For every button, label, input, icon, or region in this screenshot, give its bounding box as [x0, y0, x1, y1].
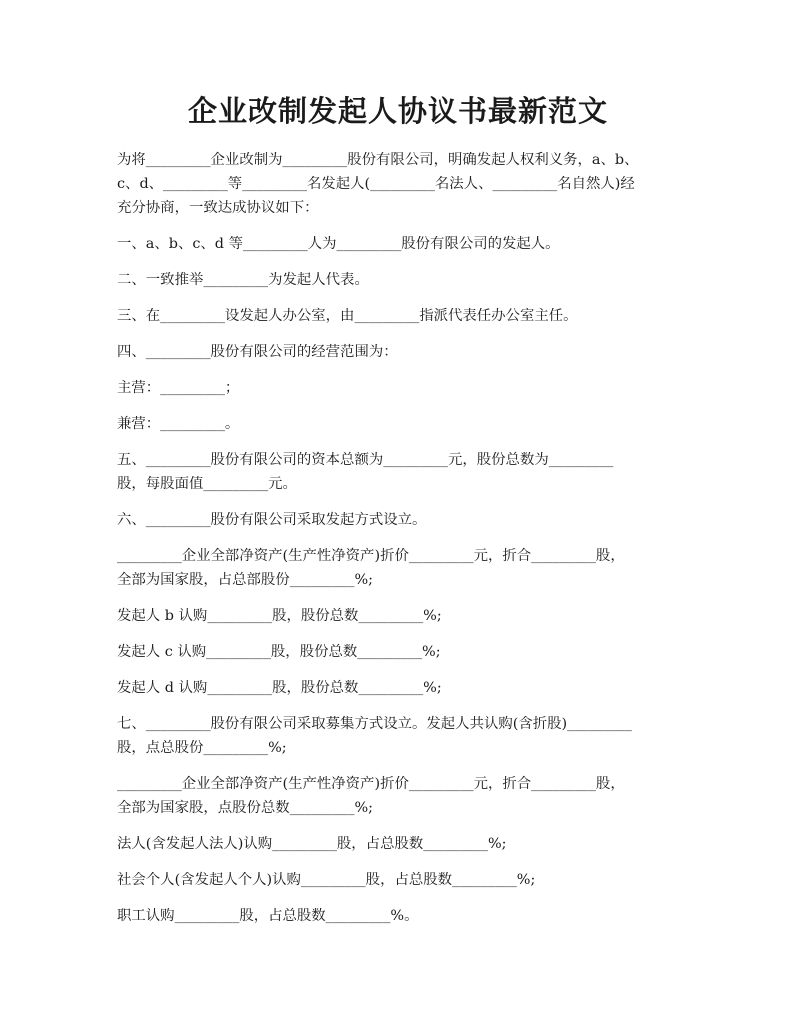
- employee-subscription: [117, 904, 683, 928]
- clause-2: [117, 268, 683, 292]
- paragraph-line: 四、_________股份有限公司的经营范围为：: [117, 344, 398, 360]
- paragraph-line: 六、_________股份有限公司采取发起方式设立。: [117, 512, 427, 528]
- paragraph-line: _________企业全部净资产(生产性净资产)折价_________元，折合_________股，: [117, 776, 625, 792]
- paragraph-line: 为将_________企业改制为_________股份有限公司，明确发起人权利义务，a、b、: [117, 152, 639, 168]
- paragraph-line: 一、a、b、c、d 等_________人为_________股份有限公司的发起人。: [117, 236, 560, 252]
- paragraph-line: 二、一致推举_________为发起人代表。: [117, 272, 369, 288]
- paragraph-line: 七、_________股份有限公司采取募集方式设立。发起人共认购(含折股)_________: [117, 716, 632, 732]
- paragraph-line: 股，点总股份_________%;: [117, 740, 287, 756]
- clause-1: [117, 232, 683, 256]
- individual-subscription: [117, 868, 683, 892]
- paragraph-line: _________企业全部净资产(生产性净资产)折价_________元，折合_________股，: [117, 548, 625, 564]
- paragraph-line: 股，每股面值_________元。: [117, 476, 297, 492]
- subscription-d: [117, 676, 683, 700]
- paragraph-line: c、d、_________等_________名发起人(_________名法人、_________名自然人)经: [117, 176, 635, 192]
- paragraph-line: 发起人 d 认购_________股，股份总数_________%;: [117, 680, 442, 696]
- document-title: 企业改制发起人协议书最新范文: [187, 94, 608, 128]
- legal-person-subscription: [117, 832, 683, 856]
- main-business: [117, 376, 683, 400]
- paragraph-line: 五、_________股份有限公司的资本总额为_________元，股份总数为_________: [117, 452, 614, 468]
- subscription-c: [117, 640, 683, 664]
- paragraph-line: 职工认购_________股，占总股数_________%。: [117, 908, 419, 924]
- paragraph-line: 兼营：_________。: [117, 416, 240, 432]
- paragraph-line: 法人(含发起人法人)认购_________股，占总股数_________%;: [117, 836, 507, 852]
- paragraph-line: 充分协商，一致达成协议如下：: [117, 200, 319, 216]
- paragraph-purpose: [117, 148, 683, 220]
- clause-5: [117, 448, 683, 496]
- clause-6-state-share: [117, 544, 683, 592]
- clause-7: [117, 712, 683, 760]
- paragraph-line: 全部为国家股，占总部股份_________%;: [117, 572, 373, 588]
- paragraph-line: 发起人 c 认购_________股，股份总数_________%;: [117, 644, 441, 660]
- paragraph-line: 社会个人(含发起人个人)认购_________股，占总股数_________%;: [117, 872, 536, 888]
- paragraph-line: 三、在_________设发起人办公室，由_________指派代表任办公室主任。: [117, 308, 578, 324]
- paragraph-line: 主营：_________；: [117, 380, 240, 396]
- clause-6: [117, 508, 683, 532]
- subscription-b: [117, 604, 683, 628]
- clause-7-state-share: [117, 772, 683, 820]
- side-business: [117, 412, 683, 436]
- clause-4: [117, 340, 683, 364]
- clause-3: [117, 304, 683, 328]
- document-body: [117, 148, 683, 928]
- paragraph-line: 发起人 b 认购_________股，股份总数_________%;: [117, 608, 442, 624]
- paragraph-line: 全部为国家股，点股份总数_________%;: [117, 800, 373, 816]
